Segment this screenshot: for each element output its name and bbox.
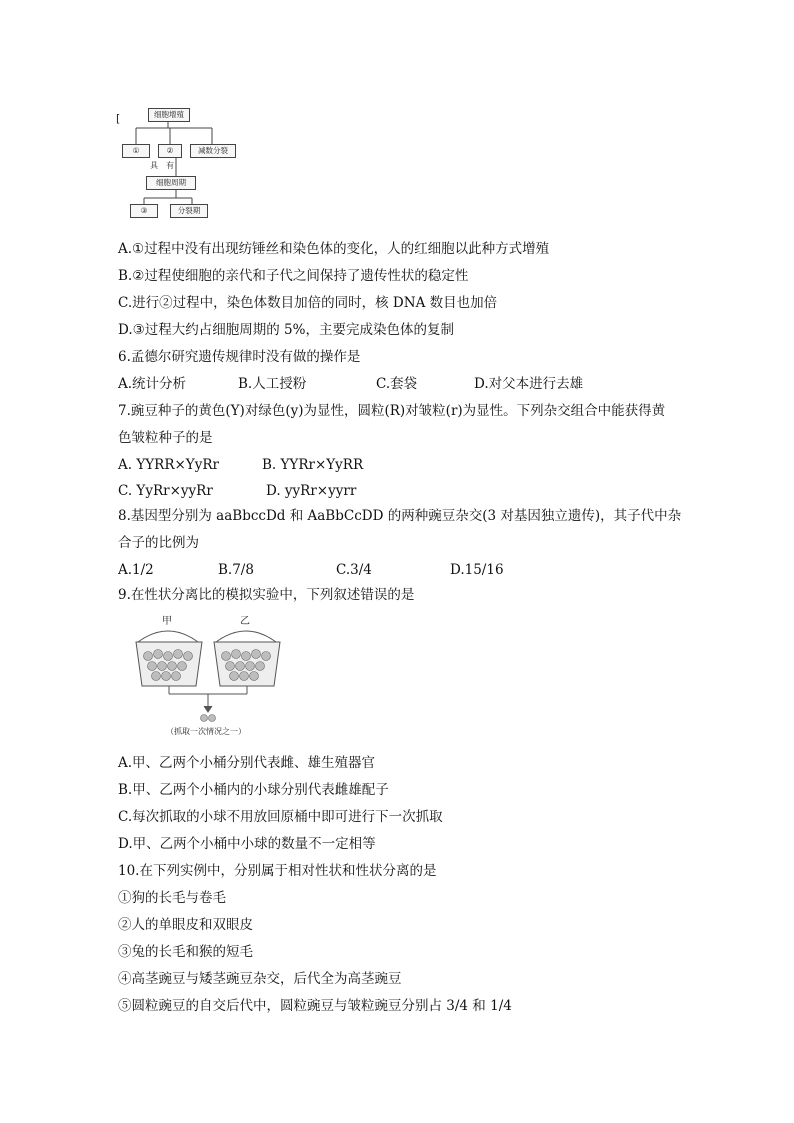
q10-item-1: ①狗的长毛与卷毛 — [118, 890, 226, 906]
q7-option-c: C. YyRr×yyRr — [118, 483, 213, 499]
q10-item-3: ③兔的长毛和猴的短毛 — [118, 944, 253, 960]
diagram-root-box: 细胞增殖 — [148, 108, 190, 122]
q8-option-b: B.7/8 — [218, 562, 254, 578]
q10-item-2: ②人的单眼皮和双眼皮 — [118, 917, 253, 933]
cell-proliferation-diagram — [116, 106, 246, 220]
q7-stem-line1: 7.豌豆种子的黄色(Y)对绿色(y)为显性，圆粒(R)对皱粒(r)为显性。下列杂交组合中能获得黄 — [118, 403, 666, 419]
q10-item-5: ⑤圆粒豌豆的自交后代中，圆粒豌豆与皱粒豌豆分别占 3/4 和 1/4 — [118, 998, 512, 1014]
q10-stem: 10.在下列实例中，分别属于相对性状和性状分离的是 — [118, 863, 437, 879]
q8-option-a: A.1/2 — [118, 562, 154, 578]
bracket-mark: [ — [116, 112, 121, 125]
q6-option-c: C.套袋 — [376, 376, 418, 392]
q5-option-b: B.②过程使细胞的亲代和子代之间保持了遗传性状的稳定性 — [118, 268, 469, 284]
diagram-process-2-box: ② — [158, 144, 182, 158]
q6-stem: 6.孟德尔研究遗传规律时没有做的操作是 — [118, 349, 361, 365]
q7-option-b: B. YYRr×YyRR — [262, 457, 364, 473]
diagram-phase-3-box: ③ — [130, 204, 158, 218]
q9-option-d: D.甲、乙两个小桶中小球的数量不一定相等 — [118, 836, 376, 852]
bucket-caption: （抓取一次情况之一） — [166, 727, 246, 736]
q7-stem-line2: 色皱粒种子的是 — [118, 430, 213, 446]
q5-option-d: D.③过程大约占细胞周期的 5%，主要完成染色体的复制 — [118, 322, 454, 338]
q8-stem-line2: 合子的比例为 — [118, 535, 199, 551]
diagram-cell-cycle-box: 细胞周期 — [146, 176, 196, 190]
bucket-jia-label: 甲 — [162, 616, 172, 627]
buckets-illustration — [132, 612, 282, 742]
q6-option-b: B.人工授粉 — [238, 376, 307, 392]
q7-option-d: D. yyRr×yyrr — [266, 483, 357, 499]
q5-option-c: C.进行②过程中，染色体数目加倍的同时，核 DNA 数目也加倍 — [118, 295, 498, 311]
q9-option-c: C.每次抓取的小球不用放回原桶中即可进行下一次抓取 — [118, 809, 443, 825]
q8-option-d: D.15/16 — [450, 562, 504, 578]
diagram-has-label: 具有 — [150, 161, 182, 170]
q7-option-a: A. YYRR×YyRr — [118, 457, 219, 473]
q9-stem: 9.在性状分离比的模拟实验中，下列叙述错误的是 — [118, 587, 415, 603]
q9-option-a: A.甲、乙两个小桶分别代表雌、雄生殖器官 — [118, 755, 376, 771]
diagram-meiosis-box: 减数分裂 — [190, 144, 236, 158]
bucket-experiment-figure — [132, 612, 282, 742]
q9-option-b: B.甲、乙两个小桶内的小球分别代表雌雄配子 — [118, 782, 389, 798]
q6-option-a: A.统计分析 — [118, 376, 187, 392]
diagram-process-1-box: ① — [122, 144, 150, 158]
q8-stem-line1: 8.基因型分别为 aaBbccDd 和 AaBbCcDD 的两种豌豆杂交(3 对基因独立遗传)，其子代中杂 — [118, 508, 682, 524]
diagram-division-phase-box: 分裂期 — [170, 204, 208, 218]
q6-option-d: D.对父本进行去雄 — [474, 376, 584, 392]
q5-option-a: A.①过程中没有出现纺锤丝和染色体的变化，人的红细胞以此种方式增殖 — [118, 241, 550, 257]
q8-option-c: C.3/4 — [336, 562, 372, 578]
bucket-yi-label: 乙 — [240, 616, 250, 627]
q10-item-4: ④高茎豌豆与矮茎豌豆杂交，后代全为高茎豌豆 — [118, 971, 402, 987]
